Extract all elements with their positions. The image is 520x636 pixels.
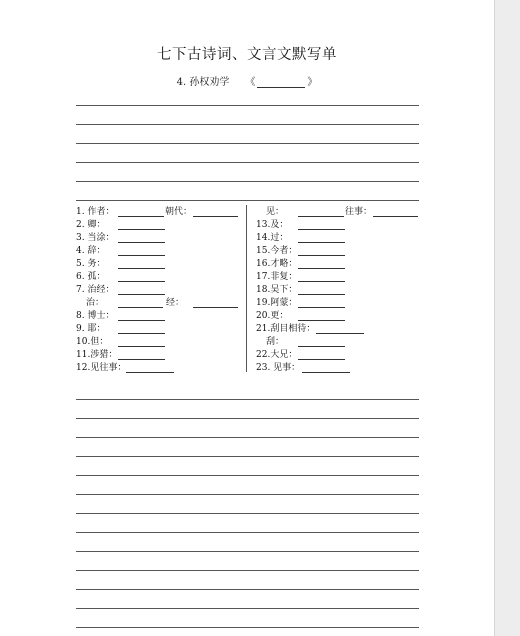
vocab-item-label: 朝代： (165, 207, 193, 217)
answer-blank[interactable] (298, 255, 345, 256)
vocab-item-label: 15.今者： (256, 246, 298, 256)
vocab-item-label: 见： (266, 207, 285, 217)
writing-line[interactable] (76, 399, 419, 400)
vocab-item-label: 10.但： (76, 337, 109, 347)
writing-line[interactable] (76, 513, 419, 514)
answer-blank[interactable] (126, 372, 174, 373)
vocab-item-label: 17.非复： (256, 272, 298, 282)
book-title-close-mark: 》 (307, 77, 318, 88)
vocab-item-label: 12.见往事： (76, 363, 127, 373)
writing-line[interactable] (76, 494, 419, 495)
answer-blank[interactable] (118, 359, 165, 360)
vocab-item-label: 13.及： (256, 220, 289, 230)
vocab-item-label: 11.涉猎： (76, 350, 118, 360)
answer-blank[interactable] (118, 242, 165, 243)
vocab-item-label: 4. 辞： (76, 246, 106, 256)
vocab-item-label: 22.大兄： (256, 350, 298, 360)
writing-line[interactable] (76, 181, 419, 182)
answer-blank[interactable] (298, 229, 345, 230)
vocab-item-label: 5. 务： (76, 259, 106, 269)
vocab-item-label: 3. 当涂： (76, 233, 115, 243)
writing-line[interactable] (76, 200, 419, 201)
book-title-blank[interactable] (257, 77, 305, 88)
vocab-item-label: 7. 治经： (76, 285, 115, 295)
page-title: 七下古诗词、文言文默写单 (157, 47, 337, 63)
writing-line[interactable] (76, 162, 419, 163)
writing-line[interactable] (76, 551, 419, 552)
vocab-item-label: 8. 博士： (76, 311, 115, 321)
vocab-item-label: 23. 见事： (256, 363, 301, 373)
writing-line[interactable] (76, 418, 419, 419)
answer-blank[interactable] (118, 333, 165, 334)
answer-blank[interactable] (118, 268, 165, 269)
answer-blank[interactable] (298, 242, 345, 243)
vocab-item-label: 治： (86, 298, 105, 308)
answer-blank[interactable] (298, 320, 345, 321)
vocab-item-label: 9. 耶： (76, 324, 106, 334)
answer-blank[interactable] (193, 216, 238, 217)
vocab-item-label: 往事： (345, 207, 373, 217)
answer-blank[interactable] (118, 229, 165, 230)
answer-blank[interactable] (298, 346, 345, 347)
answer-blank[interactable] (298, 359, 345, 360)
writing-line[interactable] (76, 124, 419, 125)
writing-line[interactable] (76, 570, 419, 571)
lesson-subtitle (0, 73, 494, 88)
writing-line[interactable] (76, 143, 419, 144)
answer-blank[interactable] (298, 268, 345, 269)
writing-line[interactable] (76, 456, 419, 457)
vocab-item-label: 18.吴下： (256, 285, 298, 295)
answer-blank[interactable] (373, 216, 418, 217)
answer-blank[interactable] (118, 216, 164, 217)
answer-blank[interactable] (118, 294, 165, 295)
writing-line[interactable] (76, 437, 419, 438)
writing-line[interactable] (76, 105, 419, 106)
writing-line[interactable] (76, 532, 419, 533)
writing-line[interactable] (76, 589, 419, 590)
answer-blank[interactable] (316, 333, 364, 334)
answer-blank[interactable] (193, 307, 238, 308)
answer-blank[interactable] (118, 255, 165, 256)
writing-line[interactable] (76, 608, 419, 609)
answer-blank[interactable] (118, 346, 165, 347)
answer-blank[interactable] (302, 372, 350, 373)
vocab-item-label: 经： (166, 298, 185, 308)
vocab-item-label: 刮： (266, 337, 285, 347)
writing-line[interactable] (76, 627, 419, 628)
vocab-item-label: 16.才略： (256, 259, 298, 269)
answer-blank[interactable] (118, 281, 165, 282)
column-divider (246, 205, 247, 372)
answer-blank[interactable] (298, 294, 345, 295)
book-title-open-mark: 《 (245, 77, 256, 88)
vocab-item-label: 14.过： (256, 233, 289, 243)
answer-blank[interactable] (298, 281, 345, 282)
vocab-item-label: 2. 卿： (76, 220, 106, 230)
vocab-item-label: 20.更： (256, 311, 289, 321)
vocab-item-label: 1. 作者： (76, 207, 115, 217)
vocab-item-label: 19.阿蒙： (256, 298, 298, 308)
vocab-item-label: 21.刮目相待： (256, 324, 316, 334)
vocab-item-label: 6. 孤： (76, 272, 106, 282)
writing-line[interactable] (76, 475, 419, 476)
answer-blank[interactable] (118, 307, 163, 308)
answer-blank[interactable] (298, 307, 345, 308)
answer-blank[interactable] (118, 320, 165, 321)
lesson-number-title: 4. 孙权劝学 (176, 77, 230, 88)
answer-blank[interactable] (298, 216, 344, 217)
